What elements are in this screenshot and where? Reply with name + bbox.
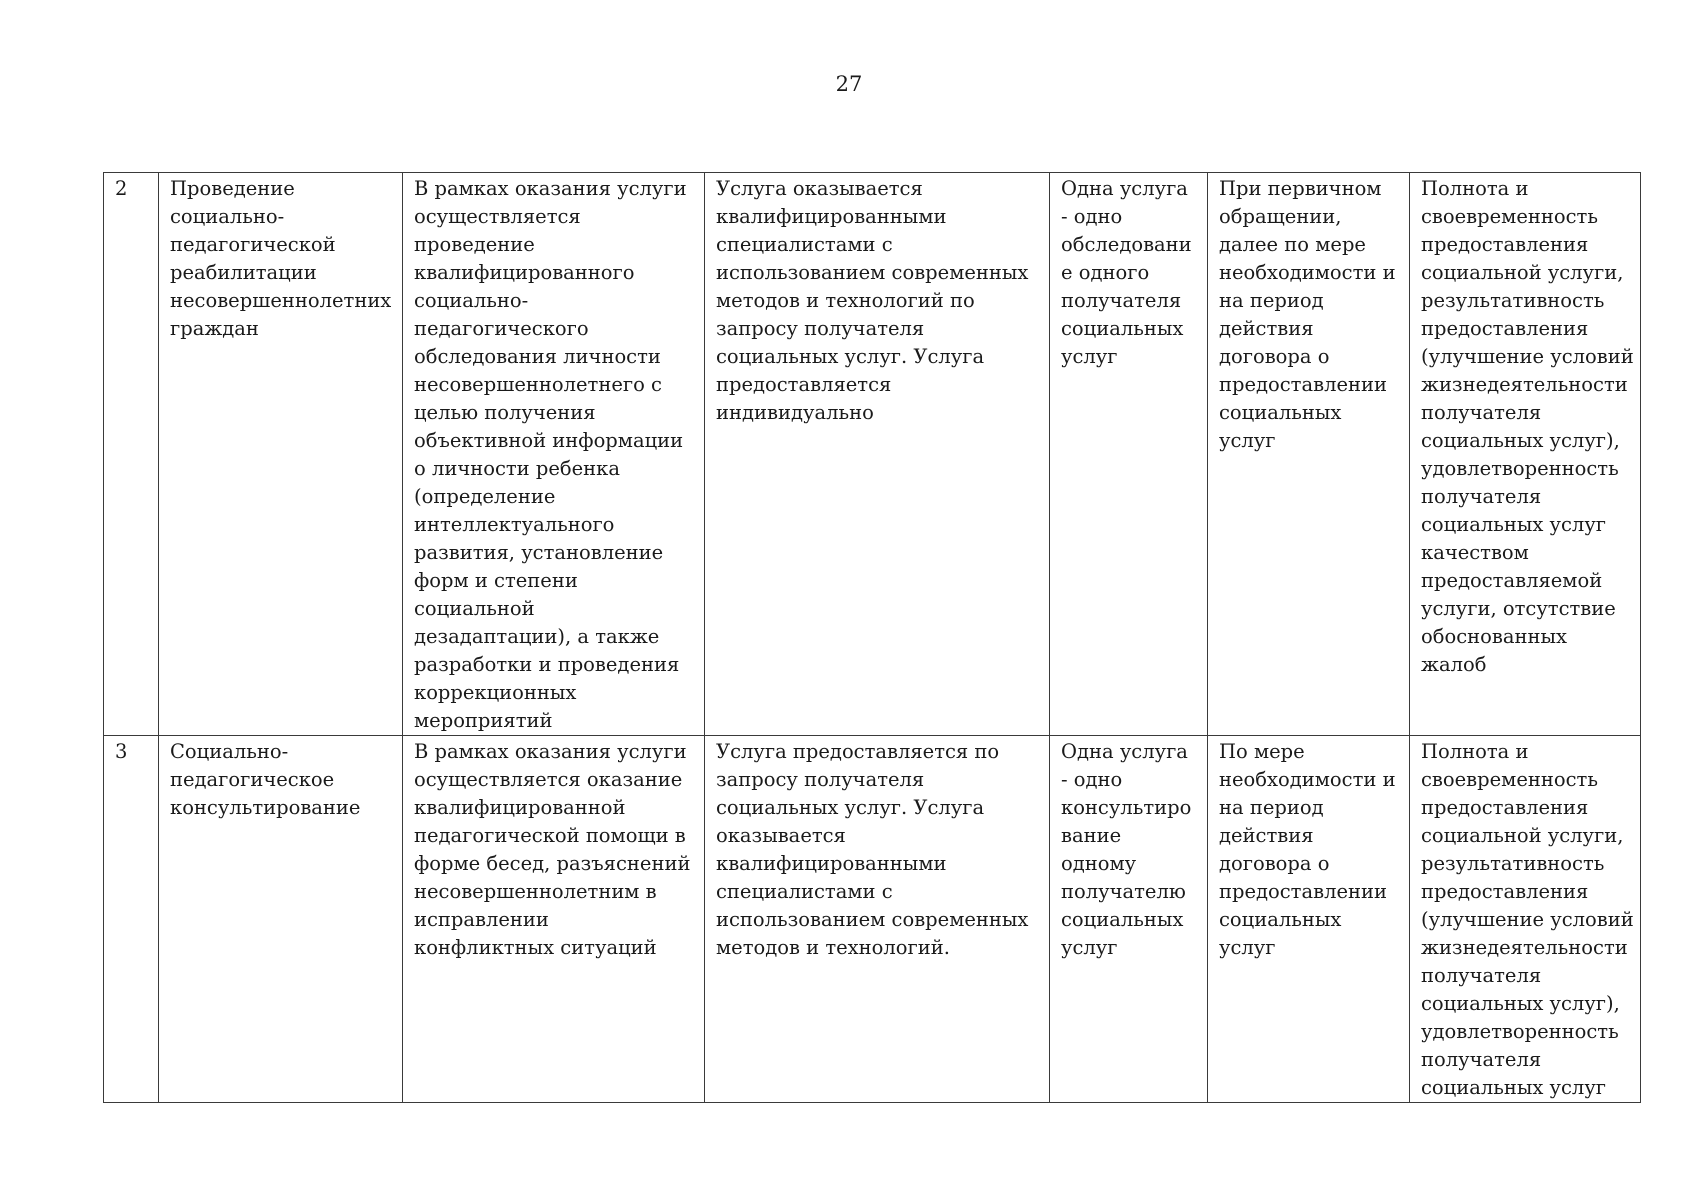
text-line: обследования личности bbox=[414, 345, 661, 368]
service-conditions bbox=[716, 738, 1040, 962]
text-line: педагогического bbox=[414, 317, 589, 340]
text-line: несовершеннолетнего с bbox=[414, 373, 662, 396]
service-name bbox=[170, 738, 393, 822]
service-unit bbox=[1061, 738, 1198, 962]
table-row bbox=[104, 173, 1641, 736]
text-line: социальных услуг), bbox=[1421, 429, 1620, 452]
text-line: своевременность bbox=[1421, 768, 1598, 791]
text-line: осуществляется bbox=[414, 205, 581, 228]
text-line: специалистами с bbox=[716, 880, 893, 903]
service-unit-cell bbox=[1050, 173, 1208, 736]
text-line: социальных услуг bbox=[1421, 1076, 1607, 1099]
service-content-cell bbox=[403, 736, 705, 1103]
text-line: договора о bbox=[1219, 852, 1330, 875]
text-line: услуг bbox=[1219, 936, 1276, 959]
text-line: методов и технологий. bbox=[716, 936, 950, 959]
text-line: необходимости и bbox=[1219, 768, 1396, 791]
text-line: (определение bbox=[414, 485, 556, 508]
text-line: получателю bbox=[1061, 880, 1186, 903]
text-line: Одна услуга bbox=[1061, 177, 1188, 200]
row-number-cell bbox=[104, 173, 159, 736]
text-line: использованием современных bbox=[716, 261, 1029, 284]
text-line: развития, установление bbox=[414, 541, 664, 564]
text-line: социальных услуг. Услуга bbox=[716, 796, 985, 819]
text-line: получателя bbox=[1421, 485, 1542, 508]
text-line: коррекционных bbox=[414, 681, 577, 704]
text-line: социальных bbox=[1219, 401, 1342, 424]
text-line: квалифицированного bbox=[414, 261, 635, 284]
text-line: граждан bbox=[170, 317, 259, 340]
text-line: предоставлении bbox=[1219, 880, 1387, 903]
text-line: - одно bbox=[1061, 768, 1123, 791]
text-line: е одного bbox=[1061, 261, 1150, 284]
text-line: квалифицированной bbox=[414, 796, 626, 819]
text-line: обращении, bbox=[1219, 205, 1342, 228]
service-name-cell bbox=[159, 736, 403, 1103]
service-timing-cell bbox=[1208, 736, 1410, 1103]
text-line: жалоб bbox=[1421, 653, 1487, 676]
text-line: индивидуально bbox=[716, 401, 874, 424]
text-line: оказывается bbox=[716, 824, 846, 847]
text-line: Полнота и bbox=[1421, 177, 1529, 200]
service-unit bbox=[1061, 175, 1198, 371]
text-line: (улучшение условий bbox=[1421, 908, 1634, 931]
text-line: педагогическое bbox=[170, 768, 335, 791]
text-line: (улучшение условий bbox=[1421, 345, 1634, 368]
table-row bbox=[104, 736, 1641, 1103]
row-number-cell bbox=[104, 736, 159, 1103]
text-line: Социально- bbox=[170, 740, 289, 763]
text-line: Одна услуга bbox=[1061, 740, 1188, 763]
text-line: получателя bbox=[1061, 289, 1182, 312]
text-line: удовлетворенность bbox=[1421, 1020, 1619, 1043]
service-quality-cell bbox=[1410, 173, 1641, 736]
text-line: дезадаптации), а также bbox=[414, 625, 660, 648]
text-line: В рамках оказания услуги bbox=[414, 177, 687, 200]
text-line: социальных bbox=[1061, 317, 1184, 340]
text-line: действия bbox=[1219, 317, 1314, 340]
text-line: несовершеннолетним в bbox=[414, 880, 657, 903]
text-line: - одно bbox=[1061, 205, 1123, 228]
text-line: При первичном bbox=[1219, 177, 1382, 200]
text-line: предоставлении bbox=[1219, 373, 1387, 396]
text-line: социальной услуги, bbox=[1421, 261, 1624, 284]
text-line: предоставления bbox=[1421, 880, 1589, 903]
text-line: обоснованных bbox=[1421, 625, 1567, 648]
text-line: осуществляется оказание bbox=[414, 768, 683, 791]
text-line: Услуга предоставляется по bbox=[716, 740, 1000, 763]
text-line: далее по мере bbox=[1219, 233, 1366, 256]
text-line: договора о bbox=[1219, 345, 1330, 368]
service-conditions-cell bbox=[705, 736, 1050, 1103]
text-line: жизнедеятельности bbox=[1421, 373, 1628, 396]
text-line: социальных услуг. Услуга bbox=[716, 345, 985, 368]
text-line: предоставления bbox=[1421, 796, 1589, 819]
text-line: несовершеннолетних bbox=[170, 289, 392, 312]
text-line: запросу получателя bbox=[716, 317, 925, 340]
page-number: 27 bbox=[835, 72, 863, 96]
row-number: 2 bbox=[115, 177, 128, 200]
text-line: услуги, отсутствие bbox=[1421, 597, 1616, 620]
text-line: услуг bbox=[1061, 345, 1118, 368]
text-line: услуг bbox=[1061, 936, 1118, 959]
text-line: о личности ребенка bbox=[414, 457, 620, 480]
text-line: социальных услуг), bbox=[1421, 992, 1620, 1015]
text-line: на период bbox=[1219, 289, 1324, 312]
text-line: использованием современных bbox=[716, 908, 1029, 931]
text-line: разработки и проведения bbox=[414, 653, 680, 676]
text-line: одному bbox=[1061, 852, 1137, 875]
text-line: консультиро bbox=[1061, 796, 1192, 819]
text-line: социальной услуги, bbox=[1421, 824, 1624, 847]
text-line: социальных bbox=[1219, 908, 1342, 931]
text-line: педагогической помощи в bbox=[414, 824, 686, 847]
text-line: исправлении bbox=[414, 908, 549, 931]
service-name bbox=[170, 175, 393, 343]
service-conditions-cell bbox=[705, 173, 1050, 736]
text-line: В рамках оказания услуги bbox=[414, 740, 687, 763]
text-line: действия bbox=[1219, 824, 1314, 847]
text-line: на период bbox=[1219, 796, 1324, 819]
text-line: квалифицированными bbox=[716, 205, 947, 228]
text-line: удовлетворенность bbox=[1421, 457, 1619, 480]
text-line: социальных услуг bbox=[1421, 513, 1607, 536]
service-quality-cell bbox=[1410, 736, 1641, 1103]
text-line: конфликтных ситуаций bbox=[414, 936, 657, 959]
text-line: запросу получателя bbox=[716, 768, 925, 791]
text-line: получателя bbox=[1421, 964, 1542, 987]
text-line: методов и технологий по bbox=[716, 289, 975, 312]
text-line: социально- bbox=[170, 205, 285, 228]
text-line: качеством bbox=[1421, 541, 1529, 564]
text-line: предоставляется bbox=[716, 373, 892, 396]
text-line: услуг bbox=[1219, 429, 1276, 452]
text-line: форм и степени bbox=[414, 569, 578, 592]
service-content-cell bbox=[403, 173, 705, 736]
text-line: социально- bbox=[414, 289, 529, 312]
text-line: результативность bbox=[1421, 289, 1605, 312]
text-line: форме бесед, разъяснений bbox=[414, 852, 691, 875]
service-content bbox=[414, 738, 695, 962]
text-line: предоставления bbox=[1421, 233, 1589, 256]
service-timing bbox=[1219, 738, 1400, 962]
text-line: интеллектуального bbox=[414, 513, 615, 536]
text-line: консультирование bbox=[170, 796, 361, 819]
text-line: объективной информации bbox=[414, 429, 684, 452]
text-line: квалифицированными bbox=[716, 852, 947, 875]
row-number: 3 bbox=[115, 740, 128, 763]
service-quality bbox=[1421, 738, 1634, 1102]
text-line: проведение bbox=[414, 233, 535, 256]
text-line: получателя bbox=[1421, 401, 1542, 424]
text-line: вание bbox=[1061, 824, 1122, 847]
service-timing bbox=[1219, 175, 1400, 455]
text-line: своевременность bbox=[1421, 205, 1598, 228]
service-quality bbox=[1421, 175, 1634, 679]
text-line: мероприятий bbox=[414, 709, 553, 732]
service-unit-cell bbox=[1050, 736, 1208, 1103]
text-line: педагогической bbox=[170, 233, 336, 256]
text-line: необходимости и bbox=[1219, 261, 1396, 284]
text-line: целью получения bbox=[414, 401, 596, 424]
text-line: предоставляемой bbox=[1421, 569, 1603, 592]
text-line: предоставления bbox=[1421, 317, 1589, 340]
text-line: результативность bbox=[1421, 852, 1605, 875]
text-line: получателя bbox=[1421, 1048, 1542, 1071]
service-content bbox=[414, 175, 695, 735]
text-line: специалистами с bbox=[716, 233, 893, 256]
text-line: социальной bbox=[414, 597, 535, 620]
text-line: Полнота и bbox=[1421, 740, 1529, 763]
text-line: реабилитации bbox=[170, 261, 317, 284]
services-table bbox=[103, 172, 1641, 1103]
text-line: обследовани bbox=[1061, 233, 1192, 256]
text-line: Проведение bbox=[170, 177, 295, 200]
text-line: жизнедеятельности bbox=[1421, 936, 1628, 959]
service-conditions bbox=[716, 175, 1040, 427]
service-name-cell bbox=[159, 173, 403, 736]
service-timing-cell bbox=[1208, 173, 1410, 736]
text-line: По мере bbox=[1219, 740, 1305, 763]
text-line: социальных bbox=[1061, 908, 1184, 931]
text-line: Услуга оказывается bbox=[716, 177, 923, 200]
